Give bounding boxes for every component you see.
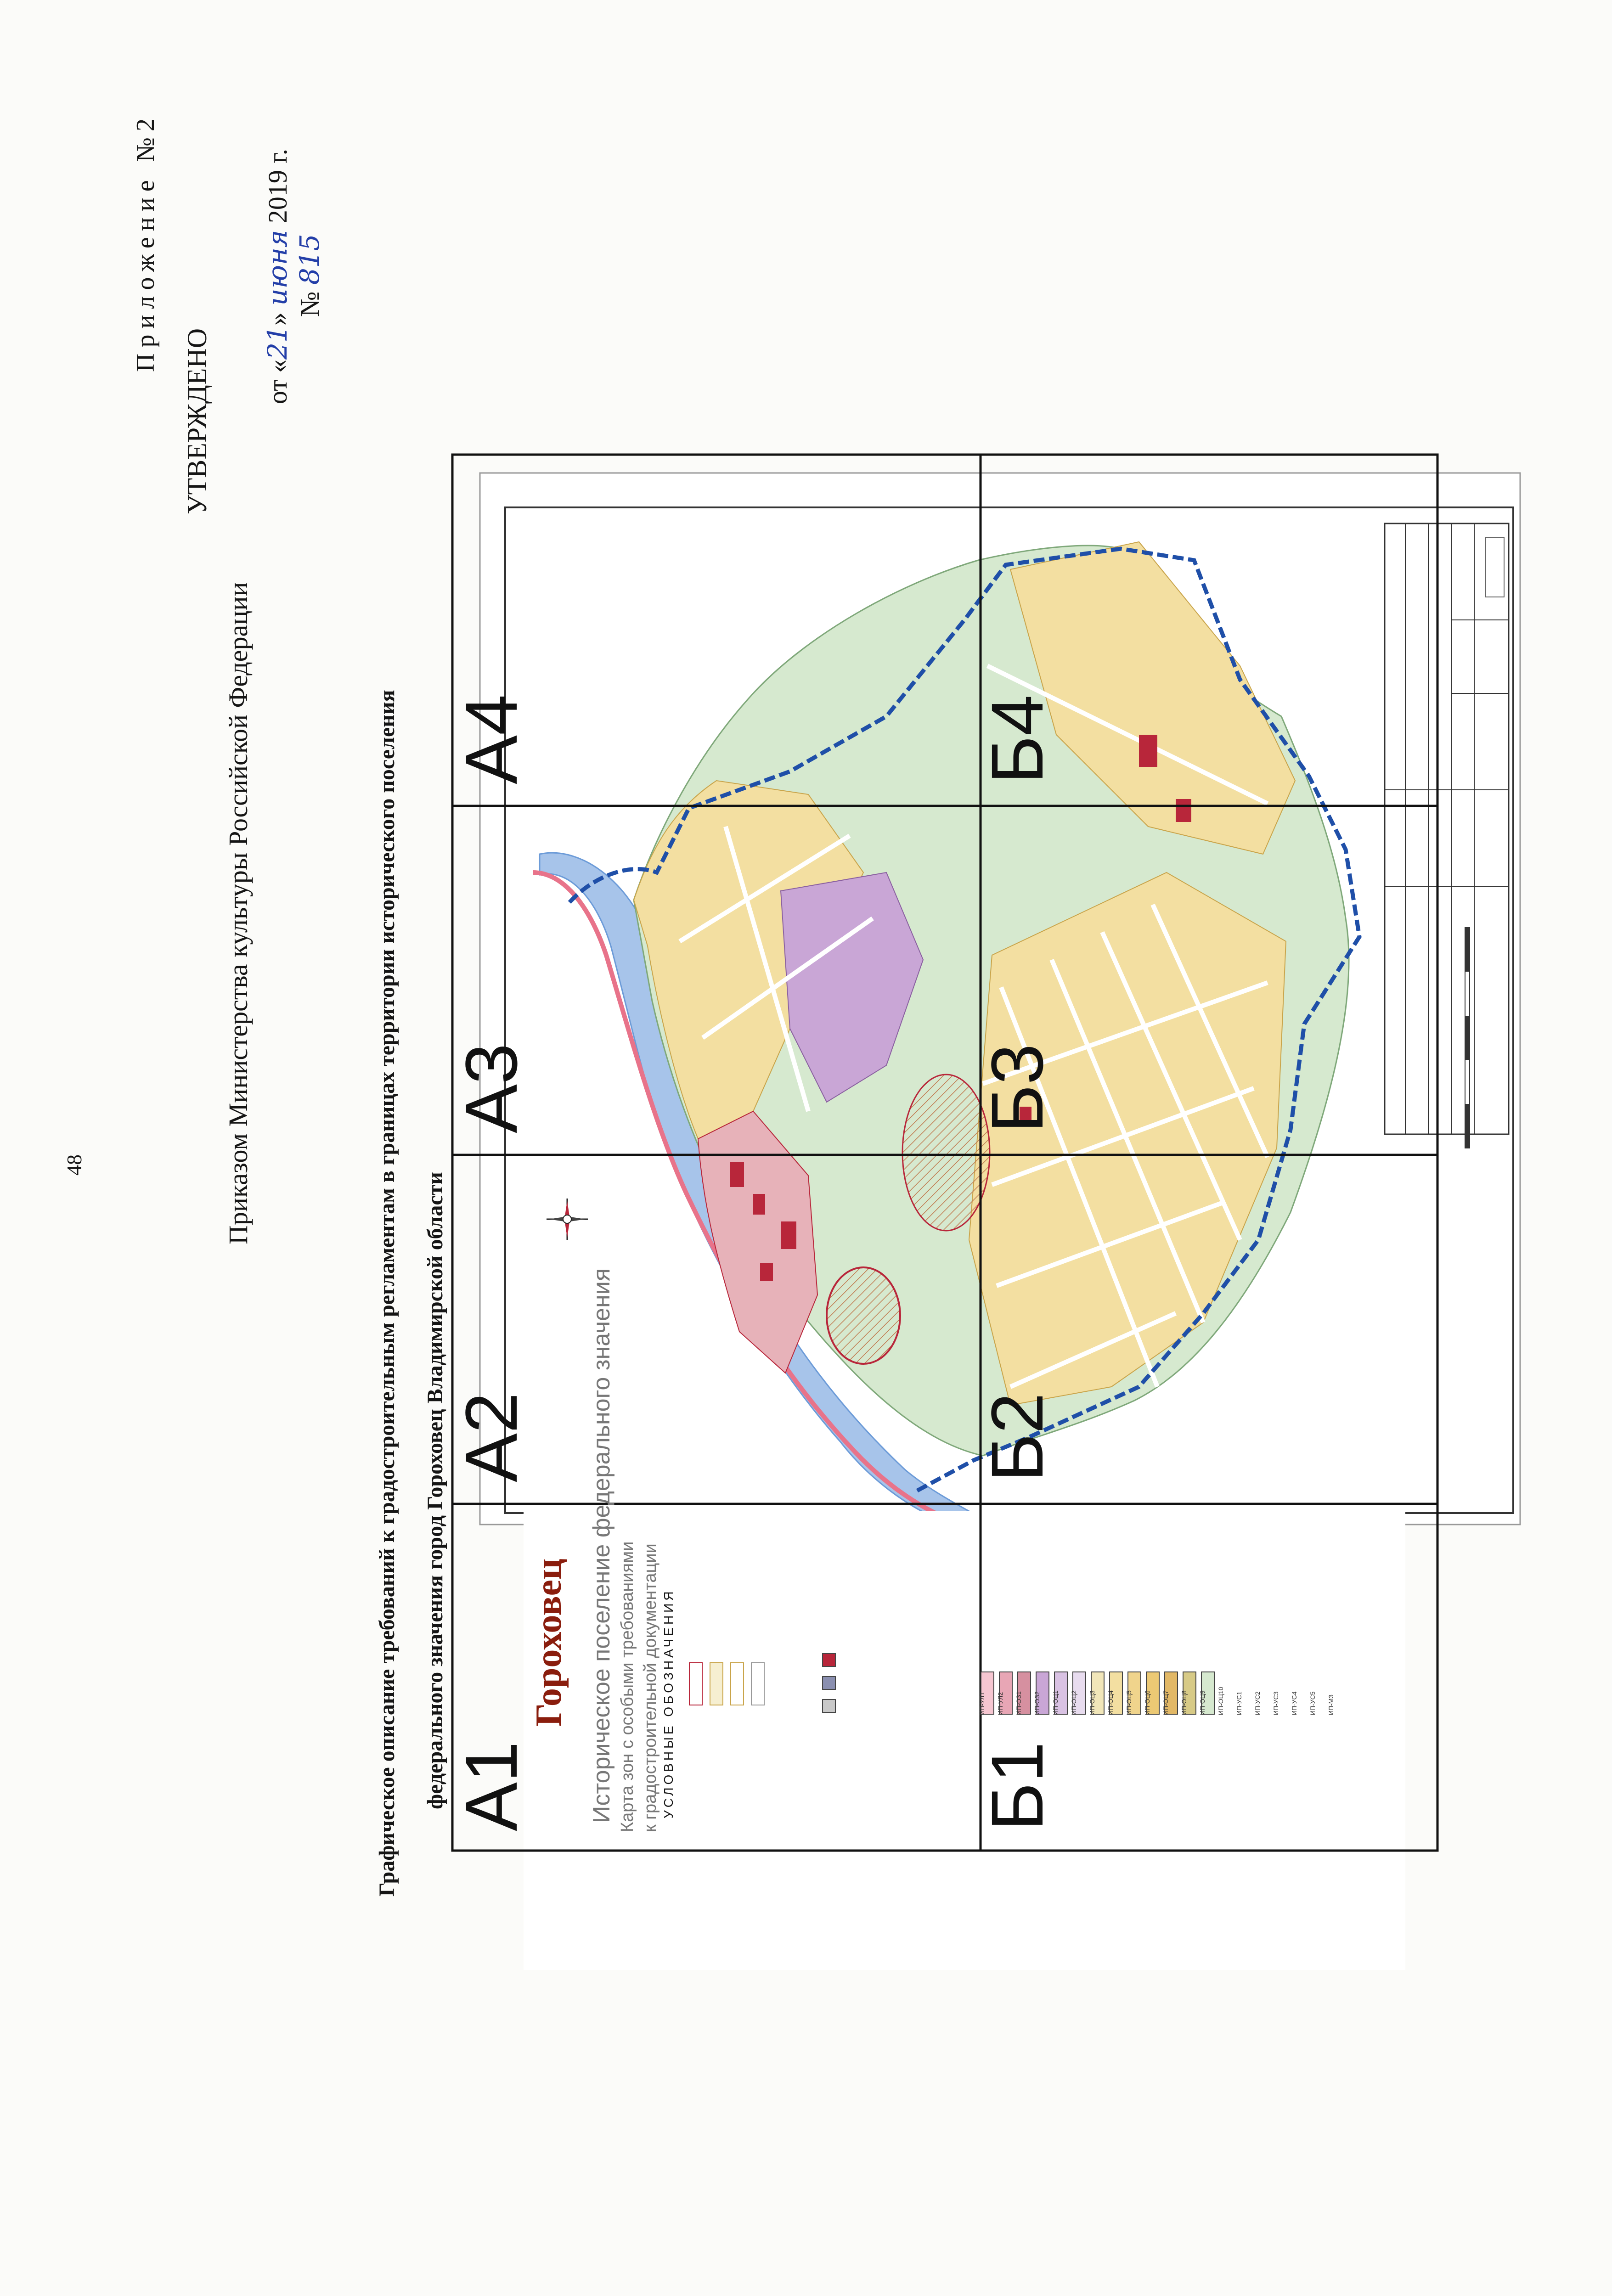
- legend-code: ИП-ОЗ2: [1033, 1691, 1041, 1715]
- date-prefix: от «: [263, 359, 293, 404]
- legend-swatch-7: [822, 1699, 836, 1713]
- appendix-label: Приложение №2: [131, 113, 160, 372]
- legend-code: ИП-УС3: [1272, 1691, 1279, 1715]
- date-mid: »: [263, 305, 293, 326]
- legend-code: ИП-ОЦ3: [1088, 1690, 1096, 1715]
- grid-label-b1: Б1: [976, 1742, 1058, 1831]
- order-number: [294, 234, 325, 317]
- legend-code: ИП-ОЦ1: [1052, 1690, 1059, 1715]
- legend-code: ИП-ОЦ7: [1162, 1690, 1169, 1715]
- grid-label-b3: Б3: [976, 1044, 1058, 1133]
- scale-bar: [1465, 928, 1470, 1148]
- order-date: [262, 149, 293, 404]
- legend-code: ИП-ОЦ4: [1107, 1690, 1114, 1715]
- legend-swatch-4: [751, 1662, 765, 1705]
- legend-code: ИП-ОЗ1: [1015, 1691, 1022, 1715]
- approved-label: УТВЕРЖДЕНО: [182, 328, 212, 514]
- grid-label-a1: А1: [450, 1741, 532, 1831]
- grid-label-b2: Б2: [976, 1393, 1058, 1482]
- grid-label-a2: А2: [450, 1392, 532, 1482]
- legend-code: ИП-ОЦ9: [1199, 1690, 1206, 1715]
- date-month-handwritten: июня: [262, 230, 293, 306]
- map-description-line-1: Карта зон с особыми требованиями: [618, 1541, 637, 1832]
- legend-code: ИП-ОЦ2: [1070, 1690, 1077, 1715]
- legend-swatch-3: [730, 1662, 744, 1705]
- document-title-line-2: федерального значения город Гороховец Владимирской области: [423, 1172, 447, 1809]
- legend-code: ИП-УЛ2: [997, 1692, 1004, 1715]
- date-day-handwritten: 21: [262, 326, 293, 360]
- legend-code: ИП-ОЦ10: [1217, 1687, 1224, 1715]
- legend-swatch-1: [689, 1662, 703, 1705]
- number-handwritten: 815: [294, 234, 325, 285]
- number-prefix: №: [295, 285, 325, 317]
- legend-code: ИП-ОЦ8: [1180, 1690, 1188, 1715]
- legend-code: ИП-УЛ1: [978, 1692, 986, 1715]
- map-subtitle: Историческое поселение федерального значения: [588, 1268, 615, 1823]
- legend-code: ИП-УС5: [1309, 1691, 1316, 1715]
- document-title-line-1: Графическое описание требований к градостроительным регламентам в границах территории исторического поселения: [375, 690, 399, 1896]
- grid-label-a3: А3: [450, 1043, 532, 1133]
- grid-label-b4: Б4: [976, 695, 1058, 784]
- legend-swatch-2: [710, 1662, 723, 1705]
- order-line: Приказом Министерства культуры Российской Федерации: [223, 582, 253, 1244]
- page-number: 48: [62, 1154, 86, 1176]
- legend-code: ИП-ОЦ5: [1125, 1690, 1133, 1715]
- protected-area-kremlin: [827, 1267, 900, 1364]
- legend-code: ИП-МЗ: [1327, 1694, 1335, 1715]
- date-year: 2019 г.: [263, 148, 293, 230]
- legend-heading: УСЛОВНЫЕ ОБОЗНАЧЕНИЯ: [661, 1588, 676, 1818]
- legend-code: ИП-УС1: [1235, 1691, 1243, 1715]
- legend-code: ИП-УС4: [1291, 1691, 1298, 1715]
- legend-swatch-5: [822, 1653, 836, 1667]
- grid-label-a4: А4: [450, 694, 532, 784]
- map-description-line-2: к градостроительной документации: [641, 1543, 660, 1832]
- legend-code: ИП-УС2: [1254, 1691, 1261, 1715]
- map-title: Гороховец: [529, 1558, 569, 1727]
- legend-code: ИП-ОЦ6: [1144, 1690, 1151, 1715]
- legend-swatch-6: [822, 1676, 836, 1690]
- title-block: [1385, 523, 1509, 1134]
